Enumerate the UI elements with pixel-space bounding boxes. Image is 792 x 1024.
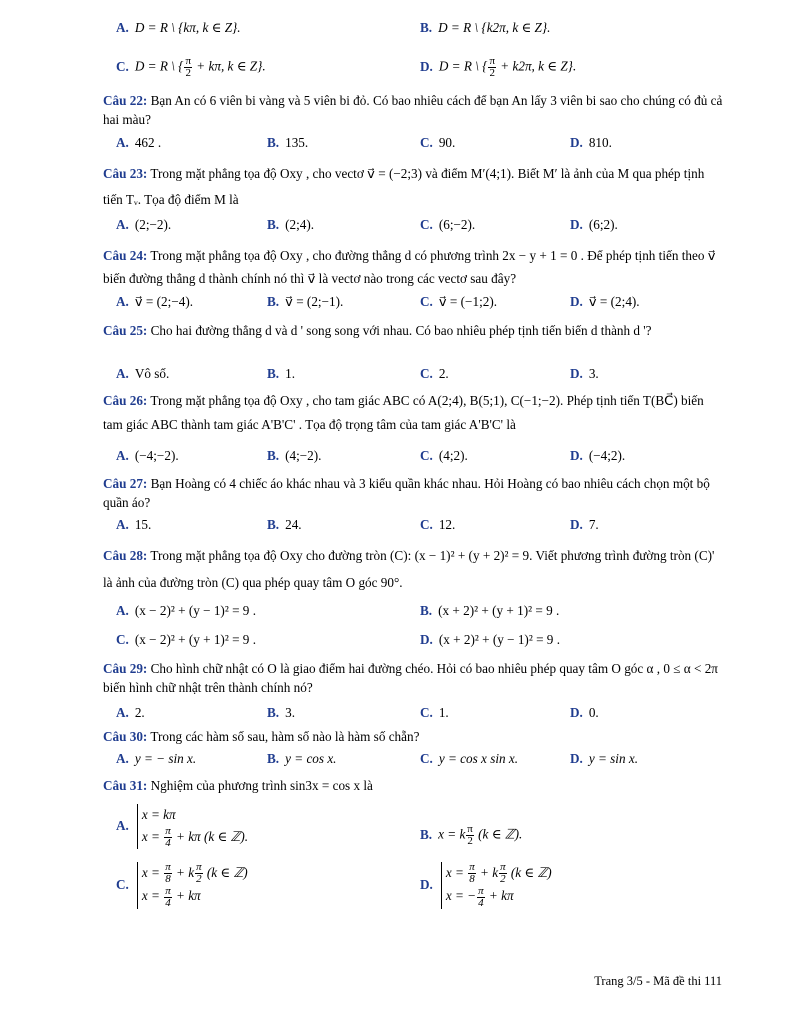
q24-options [0,292,792,312]
q28-option-b: B. (x + 2)² + (y + 1)² = 9 . [420,603,560,618]
q22-option-d: D. 810. [570,135,612,150]
question-23: Câu 23: Trong mặt phẳng tọa độ Oxy , cho vectơ v⃗ = (−2;3) và điểm M′(4;1). Biết M′ là ảnh của M qua phép tịnh tiến Tᵥ. Tọa độ điểm M là [103,166,705,207]
q28-option-c: C. (x − 2)² + (y + 1)² = 9 . [116,632,256,647]
q27-option-b: B. 24. [267,517,302,532]
q22-option-a: A. 462 . [116,135,162,150]
q30-option-a: A. y = − sin x. [116,751,197,766]
q25-option-a: A. Vô số. [116,366,170,381]
q27-option-c: C. 12. [420,517,456,532]
q25-option-b: B. 1. [267,366,295,381]
q30-option-c: C. y = cos x sin x. [420,751,519,766]
q30-option-d: D. y = sin x. [570,751,639,766]
q26-option-c: C. (4;2). [420,448,468,463]
q30-option-b: B. y = cos x. [267,751,337,766]
q29-options [0,703,792,723]
q27-option-a: A. 15. [116,517,152,532]
q28-options-row1 [0,601,792,621]
q22-options [0,133,792,153]
q26-option-d: D. (−4;2). [570,448,626,463]
question-22: Câu 22: Bạn An có 6 viên bi vàng và 5 viên bi đỏ. Có bao nhiêu cách để bạn An lấy 3 viên bi sao cho chúng có đủ cả hai màu? [103,93,723,127]
q21-options-row2 [0,55,792,79]
q28-options-row2 [0,630,792,650]
q22-option-b: B. 135. [267,135,309,150]
question-30: Câu 30: Trong các hàm số sau, hàm số nào là hàm số chẵn? [103,729,420,744]
question-28: Câu 28: Trong mặt phẳng tọa độ Oxy cho đường tròn (C): (x − 1)² + (y + 2)² = 9. Viết phương trình đường tròn (C)' là ảnh của đường tròn (C) qua phép quay tâm O góc 90°. [103,548,715,590]
q23-option-c: C. (6;−2). [420,217,476,232]
q27-option-d: D. 7. [570,517,599,532]
q29-option-b: B. 3. [267,705,295,720]
q21-options-row1 [0,18,792,38]
q24-option-d: D. v⃗ = (2;4). [570,294,640,309]
q26-option-a: A. (−4;−2). [116,448,179,463]
q23-options [0,215,792,235]
q29-option-c: C. 1. [420,705,449,720]
q23-option-a: A. (2;−2). [116,217,172,232]
question-31: Câu 31: Nghiệm của phương trình sin3x = cos x là [103,778,373,793]
q23-option-d: D. (6;2). [570,217,618,232]
q22-option-c: C. 90. [420,135,456,150]
question-24: Câu 24: Trong mặt phẳng tọa độ Oxy , cho đường thẳng d có phương trình 2x − y + 1 = 0 . Để phép tịnh tiến theo v⃗ biến đường thẳng d thành chính nó thì v⃗ là vectơ nào trong các vectơ sau đây? [103,248,716,286]
q30-options [0,749,792,769]
page-footer: Trang 3/5 - Mã đề thi 111 [594,974,722,988]
q24-option-c: C. v⃗ = (−1;2). [420,294,498,309]
q27-options [0,515,792,535]
q21-option-d: D. D = R \ { $\frac{\pi}{2}$ + k2π, k ∈ Z}. [420,55,577,79]
q21-option-b: B. D = R \ {k2π, k ∈ Z}. [420,20,551,35]
q25-option-c: C. 2. [420,366,449,381]
q26-options [0,446,792,466]
q28-option-a: A. (x − 2)² + (y − 1)² = 9 . [116,603,256,618]
question-27: Câu 27: Bạn Hoàng có 4 chiếc áo khác nhau và 3 kiểu quần khác nhau. Hỏi Hoàng có bao nhiêu cách chọn một bộ quần áo? [103,476,710,510]
q25-options [0,364,792,384]
q21-option-a: A. D = R \ {kπ, k ∈ Z}. [116,20,241,35]
q28-option-d: D. (x + 2)² + (y − 1)² = 9 . [420,632,560,647]
q31-option-c: C. x = $\frac{\pi}{8}$ + k $\frac{\pi}{2}$ (k ∈ ℤ) x = $\frac{\pi}{4}$ + kπ [116,861,248,909]
q31-option-b: B. x = k $\frac{\pi}{2}$ (k ∈ ℤ). [420,823,523,847]
q29-option-a: A. 2. [116,705,145,720]
q31-option-a: A. x = kπ x = $\frac{\pi}{4}$ + kπ (k ∈ ℤ). [116,804,248,849]
q25-option-d: D. 3. [570,366,599,381]
q29-option-d: D. 0. [570,705,599,720]
q24-option-b: B. v⃗ = (2;−1). [267,294,344,309]
question-29: Câu 29: Cho hình chữ nhật có O là giao điểm hai đường chéo. Hỏi có bao nhiêu phép quay tâm O góc α , 0 ≤ α < 2π biến hình chữ nhật trên thành chính nó? [103,661,718,695]
question-25: Câu 25: Cho hai đường thẳng d và d ' song song với nhau. Có bao nhiêu phép tịnh tiến biến d thành d '? [103,323,652,338]
q24-option-a: A. v⃗ = (2;−4). [116,294,194,309]
q31-option-d: D. x = $\frac{\pi}{8}$ + k $\frac{\pi}{2}$ (k ∈ ℤ) x = − $\frac{\pi}{4}$ + kπ [420,861,552,909]
q26-option-b: B. (4;−2). [267,448,322,463]
q23-option-b: B. (2;4). [267,217,315,232]
question-26: Câu 26: Trong mặt phẳng tọa độ Oxy , cho tam giác ABC có A(2;4), B(5;1), C(−1;−2). Phép tịnh tiến T(BC⃗) biến tam giác ABC thành tam giác A'B'C' . Tọa độ trọng tâm của tam giác A'B'C' là [103,393,704,432]
q21-option-c: C. D = R \ { $\frac{\pi}{2}$ + kπ, k ∈ Z}. [116,55,266,79]
